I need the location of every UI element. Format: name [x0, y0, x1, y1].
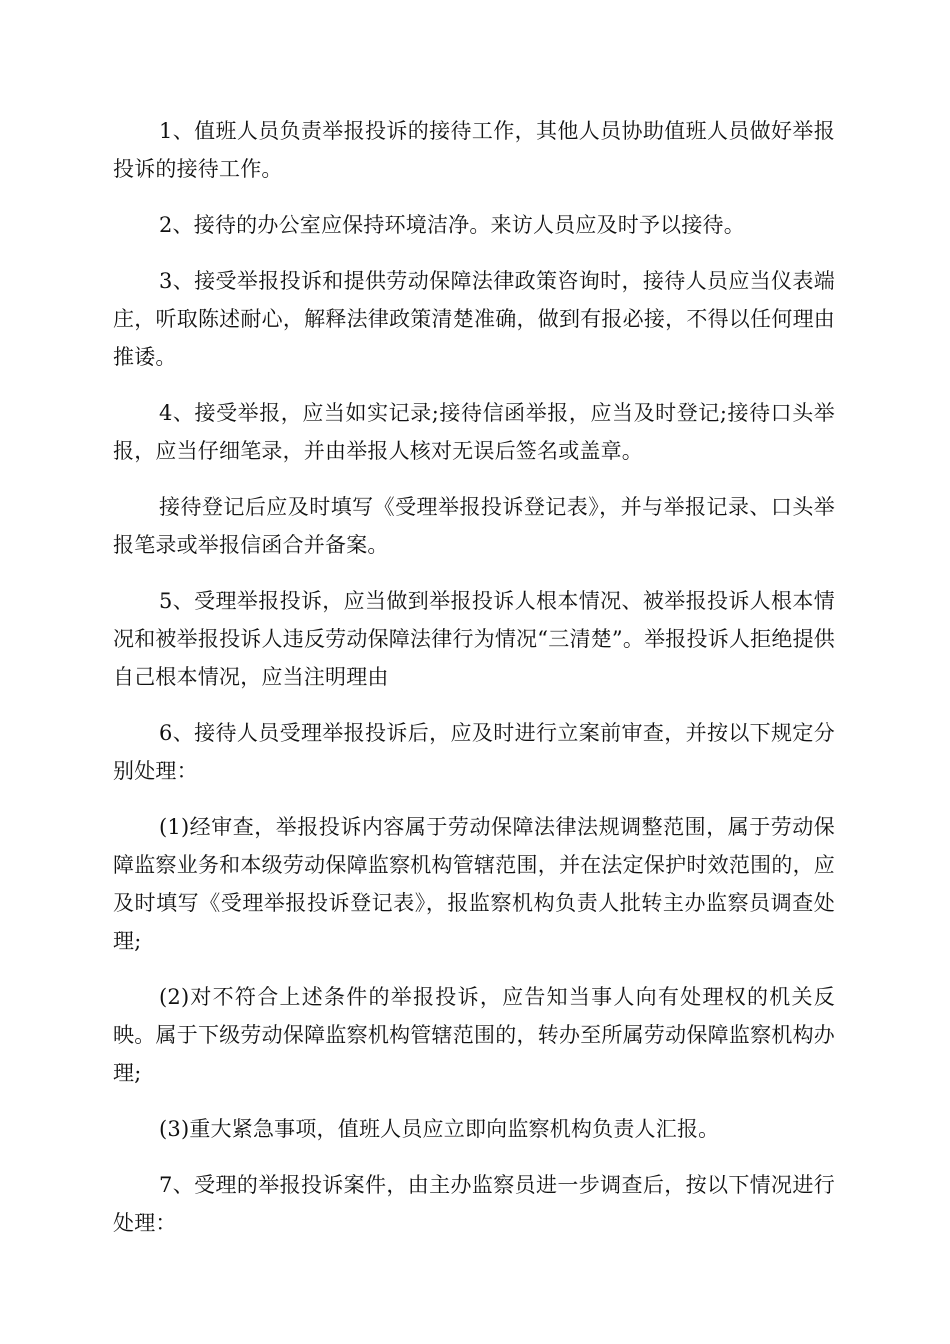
- paragraph-3: 3、接受举报投诉和提供劳动保障法律政策咨询时，接待人员应当仪表端庄，听取陈述耐心，解释法律政策清楚准确，做到有报必接，不得以任何理由推诿。: [113, 269, 835, 369]
- paragraph-registration: 接待登记后应及时填写《受理举报投诉登记表》，并与举报记录、口头举报笔录或举报信函合并备案。: [113, 495, 835, 557]
- paragraph-4: 4、接受举报，应当如实记录;接待信函举报，应当及时登记;接待口头举报，应当仔细笔录，并由举报人核对无误后签名或盖章。: [113, 401, 835, 463]
- paragraph-7: 7、受理的举报投诉案件，由主办监察员进一步调查后，按以下情况进行处理：: [113, 1173, 835, 1235]
- paragraph-2: 2、接待的办公室应保持环境洁净。来访人员应及时予以接待。: [159, 213, 745, 237]
- document-body: [113, 112, 835, 1260]
- paragraph-6: 6、接待人员受理举报投诉后，应及时进行立案前审查，并按以下规定分别处理：: [113, 721, 835, 783]
- paragraph-1: 1、值班人员负责举报投诉的接待工作，其他人员协助值班人员做好举报投诉的接待工作。: [113, 119, 835, 181]
- paragraph-6-item-1: (1)经审查，举报投诉内容属于劳动保障法律法规调整范围，属于劳动保障监察业务和本级劳动保障监察机构管辖范围，并在法定保护时效范围的，应及时填写《受理举报投诉登记表》，报监察机构负责人批转主办监察员调查处理;: [113, 815, 835, 953]
- paragraph-6-item-3: (3)重大紧急事项，值班人员应立即向监察机构负责人汇报。: [159, 1117, 720, 1141]
- paragraph-5: 5、受理举报投诉，应当做到举报投诉人根本情况、被举报投诉人根本情况和被举报投诉人违反劳动保障法律行为情况“三清楚”。举报投诉人拒绝提供自己根本情况，应当注明理由: [113, 589, 835, 689]
- paragraph-6-item-2: (2)对不符合上述条件的举报投诉，应告知当事人向有处理权的机关反映。属于下级劳动保障监察机构管辖范围的，转办至所属劳动保障监察机构办理;: [113, 985, 835, 1085]
